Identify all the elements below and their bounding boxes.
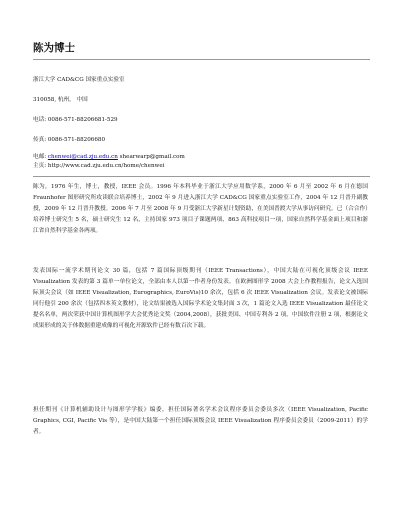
page-title: 陈为博士	[33, 42, 75, 54]
divider-middle	[33, 176, 370, 177]
divider-top	[33, 59, 370, 60]
homepage[interactable]: 主页: http://www.cad.zju.edu.cn/home/chenwei	[33, 163, 165, 169]
email-secondary: shearwarp@gmail.com	[117, 154, 185, 160]
email-link[interactable]: chenwei@cad.zju.edu.cn	[47, 154, 118, 160]
paragraph-publications: 发表国际一流学术期刊论文 30 篇，包括 7 篇国际顶级期刊（IEEE Transactions），中国大陆在可视化顶级会议 IEEE Visualization 发表的第 3 篇单一单位论文，全部由本人以第一作者身份发表。在欧洲图形学 2008 大会上作教程报告，论文入选国际顶尖会议（如 IEEE Visualization, Eurographics, EuroVis)10 余次，包括 6 次 IEEE Visualization 会议。发表论文被国际同行他引 200 余次（包括四本英文教材），论文结果被选入国际学术论文集封面 3 次，1 篇论文入选 IEEE Visualization 最佳论文提名名单，两次荣获中国计算机图形学大会优秀论文奖（2004,2008），获批美国、中国专利各 2 项，中国软件注册 2 项，根据论文成果形成的关于体数据重建成像的可视化开源软件已经有数百次下载。	[33, 268, 368, 329]
fax: 传真: 0086-571-88206680	[33, 137, 106, 143]
lab-name: 浙江大学 CAD&CG 国家重点实验室	[33, 77, 125, 83]
phone: 电话: 0086-571-88206681-529	[33, 117, 118, 123]
paragraph-service: 担任期刊《计算机辅助设计与图形学学报》编委，担任国际著名学术会议程序委员会委员多次（IEEE Visualization, Pacific Graphics, CGI, Pacific Vis 等），是中国大陆第一个担任国际顶级会议 IEEE Visualization 程序委员会委员（2009-2011）的学者。	[33, 407, 368, 435]
paragraph-bio: 陈为，1976 年生，博士，教授，IEEE 会员。1996 年本科毕业于浙江大学应用数学系，2000 年 6 月至 2002 年 6 月在德国 Fraunhofer 图形研究所攻读联合培养博士，2002 年 9 月进入浙江大学 CAD&CG 国家重点实验室工作，2004 年 12 月晋升副教授，2009 年 12 月晋升教授。2006 年 7 月至 2008 年 9 月受浙江大学新星计划资助，在美国普渡大学从事访问研究。已（合合作）培养博士研究生 5 名，硕士研究生 12 名，主持国家 973 项目子课题两项、863 高科技项目一项，国家自然科学基金面上项目和浙江省自然科学基金各两项。	[33, 184, 368, 234]
email-line	[33, 154, 185, 161]
address: 310058, 杭州， 中国	[33, 97, 88, 103]
email-label: 电邮:	[33, 154, 48, 160]
